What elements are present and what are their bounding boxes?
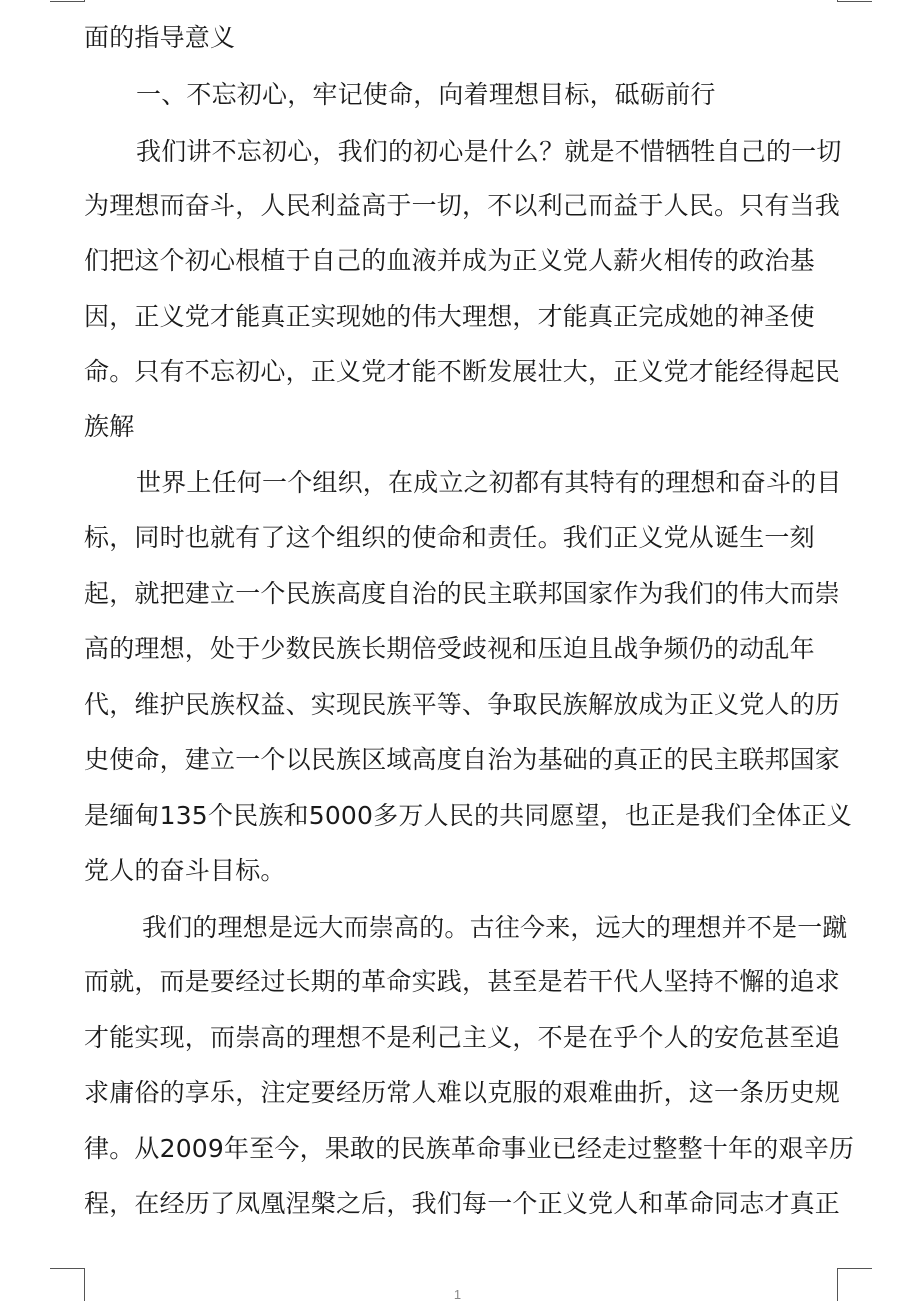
text-line: 程，在经历了凤凰涅槃之后，我们每一个正义党人和革命同志才真正	[84, 1189, 841, 1218]
text-line: 才能实现，而崇高的理想不是利己主义，不是在乎个人的安危甚至追	[84, 1023, 841, 1052]
text-line: 族解	[84, 412, 135, 441]
text-line: 我们讲不忘初心，我们的初心是什么？就是不惜牺牲自己的一切	[136, 137, 842, 166]
text-line: 们把这个初心根植于自己的血液并成为正义党人薪火相传的政治基	[84, 246, 815, 275]
text-line: 因，正义党才能真正实现她的伟大理想，才能真正完成她的神圣使	[84, 302, 815, 331]
text-line: 为理想而奋斗，人民利益高于一切，不以利己而益于人民。只有当我	[84, 191, 841, 220]
text-line: 而就，而是要经过长期的革命实践，甚至是若干代人坚持不懈的追求	[84, 967, 841, 996]
text-line: 党人的奋斗目标。	[84, 856, 286, 885]
text-line: 史使命，建立一个以民族区域高度自治为基础的真正的民主联邦国家	[84, 745, 841, 774]
text-line: 高的理想，处于少数民族长期倍受歧视和压迫且战争频仍的动乱年	[84, 634, 815, 663]
text-line: 世界上任何一个组织，在成立之初都有其特有的理想和奋斗的目	[136, 468, 842, 497]
text-line: 是缅甸135个民族和5000多万人民的共同愿望，也正是我们全体正义	[84, 801, 852, 830]
section-heading: 一、不忘初心，牢记使命，向着理想目标，砥砺前行	[136, 80, 716, 109]
text-line: 起，就把建立一个民族高度自治的民主联邦国家作为我们的伟大而崇	[84, 579, 841, 608]
text-line: 我们的理想是远大而崇高的。古往今来，远大的理想并不是一蹴	[142, 913, 848, 942]
text-line: 面的指导意义	[84, 23, 236, 52]
crop-mark-top-left	[50, 0, 85, 2]
text-line: 律。从2009年至今，果敢的民族革命事业已经走过整整十年的艰辛历	[84, 1134, 855, 1163]
text-line: 求庸俗的享乐，注定要经历常人难以克服的艰难曲折，这一条历史规	[84, 1078, 841, 1107]
crop-mark-top-right	[837, 0, 872, 2]
page-number: 1	[453, 1287, 462, 1302]
text-line: 代，维护民族权益、实现民族平等、争取民族解放成为正义党人的历	[84, 690, 841, 719]
text-line: 命。只有不忘初心，正义党才能不断发展壮大，正义党才能经得起民	[84, 357, 841, 386]
text-line: 标，同时也就有了这个组织的使命和责任。我们正义党从诞生一刻	[84, 523, 815, 552]
